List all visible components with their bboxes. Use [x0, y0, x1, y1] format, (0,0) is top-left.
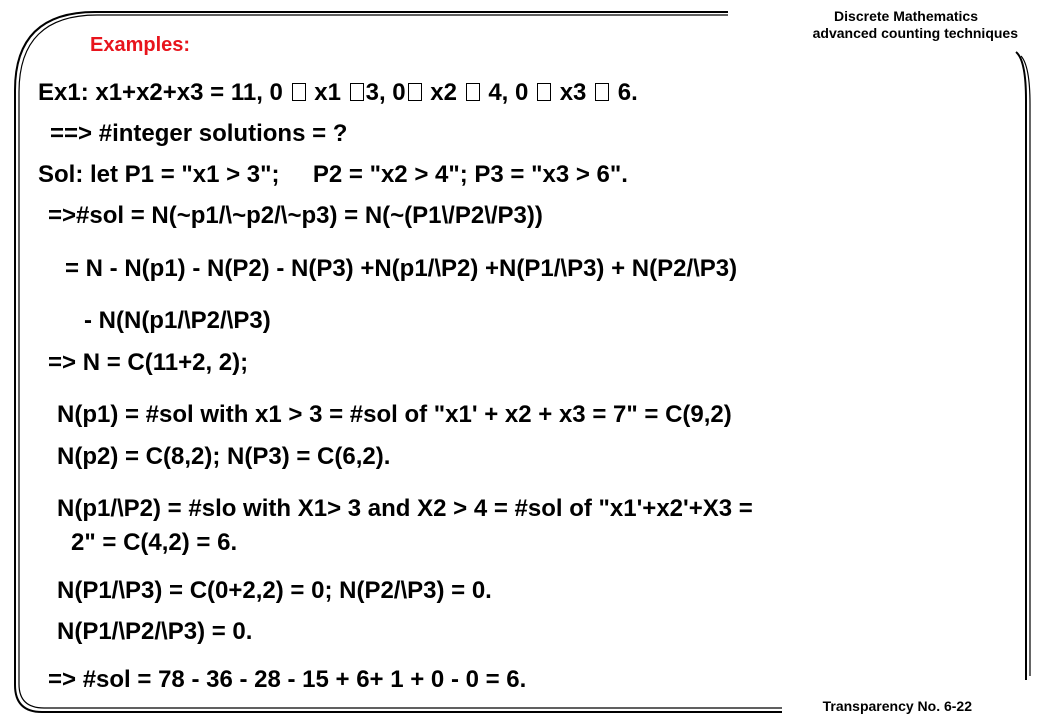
- formula-line: N(P1/\P3) = C(0+2,2) = 0; N(P2/\P3) = 0.: [57, 577, 492, 604]
- missing-symbol-box: [292, 83, 306, 101]
- missing-symbol-box: [408, 83, 422, 101]
- formula-line: 2" = C(4,2) = 6.: [71, 529, 238, 556]
- topic-subtitle: advanced counting techniques: [812, 25, 1018, 41]
- transparency-number: Transparency No. 6-22: [822, 698, 972, 714]
- course-title: Discrete Mathematics: [834, 8, 978, 24]
- formula-line: N(p1) = #sol with x1 > 3 = #sol of "x1' + x2 + x3 = 7" = C(9,2): [57, 401, 732, 428]
- missing-symbol-box: [537, 83, 551, 101]
- formula-line: N(p2) = C(8,2); N(P3) = C(6,2).: [57, 443, 391, 470]
- ex1-statement: Ex1: x1+x2+x3 = 11, 0 x1 3, 0 x2 4, 0 x3 6.: [38, 79, 638, 106]
- formula-line: => N = C(11+2, 2);: [48, 349, 249, 376]
- formula-line: N(P1/\P2/\P3) = 0.: [57, 618, 253, 645]
- solution-definition: Sol: let P1 = "x1 > 3"; P2 = "x2 > 4"; P3 = "x3 > 6".: [38, 161, 628, 188]
- formula-line: =>#sol = N(~p1/\~p2/\~p3) = N(~(P1\/P2\/P3)): [48, 202, 543, 229]
- formula-line: - N(N(p1/\P2/\P3): [84, 307, 271, 334]
- formula-line: = N - N(p1) - N(P2) - N(P3) +N(p1/\P2) +N(P1/\P3) + N(P2/\P3): [65, 255, 738, 282]
- slide-border-right: [1016, 52, 1026, 680]
- question-line: ==> #integer solutions = ?: [50, 120, 348, 147]
- result-line: => #sol = 78 - 36 - 28 - 15 + 6+ 1 + 0 - 0 = 6.: [48, 666, 527, 693]
- missing-symbol-box: [595, 83, 609, 101]
- section-title: Examples:: [90, 34, 191, 56]
- missing-symbol-box: [466, 83, 480, 101]
- formula-line: N(p1/\P2) = #slo with X1> 3 and X2 > 4 = #sol of "x1'+x2'+X3 =: [57, 495, 753, 522]
- missing-symbol-box: [350, 83, 364, 101]
